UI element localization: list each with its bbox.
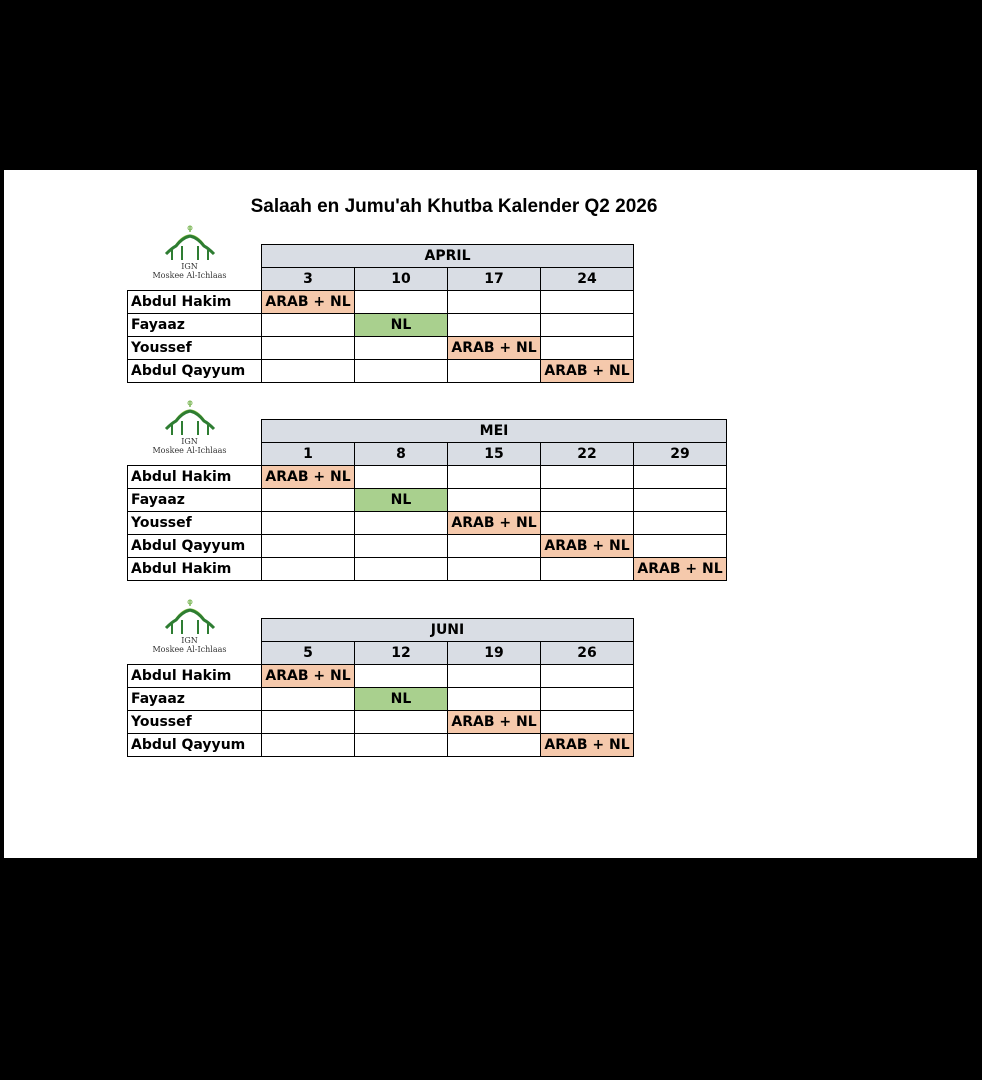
empty-cell [355, 734, 448, 757]
date-header: 5 [262, 642, 355, 665]
assignment-cell: NL [355, 688, 448, 711]
table-row [128, 489, 727, 512]
table-row [128, 291, 634, 314]
table-row [128, 665, 634, 688]
empty-cell [448, 558, 541, 581]
empty-cell [355, 466, 448, 489]
empty-cell [541, 688, 634, 711]
empty-cell [262, 688, 355, 711]
date-header: 22 [541, 443, 634, 466]
imam-name: Abdul Hakim [128, 466, 262, 489]
empty-cell [355, 558, 448, 581]
empty-cell [541, 558, 634, 581]
imam-name: Youssef [128, 512, 262, 535]
assignment-cell: NL [355, 489, 448, 512]
month-block-juni [127, 618, 634, 757]
logo [127, 399, 252, 459]
empty-cell [541, 512, 634, 535]
empty-cell [355, 535, 448, 558]
assignment-cell: NL [355, 314, 448, 337]
empty-cell [448, 314, 541, 337]
assignment-cell: ARAB + NL [634, 558, 727, 581]
empty-cell [262, 360, 355, 383]
empty-cell [541, 489, 634, 512]
logo [127, 598, 252, 658]
imam-name: Abdul Hakim [128, 665, 262, 688]
assignment-cell: ARAB + NL [262, 291, 355, 314]
mosque-logo-icon [162, 224, 218, 262]
imam-name: Fayaaz [128, 688, 262, 711]
empty-cell [541, 466, 634, 489]
imam-name: Abdul Qayyum [128, 734, 262, 757]
date-header: 26 [541, 642, 634, 665]
imam-name: Youssef [128, 711, 262, 734]
assignment-cell: ARAB + NL [262, 665, 355, 688]
empty-cell [262, 337, 355, 360]
table-row [128, 734, 634, 757]
date-header: 15 [448, 443, 541, 466]
table-row [128, 360, 634, 383]
table-row [128, 466, 727, 489]
empty-cell [634, 466, 727, 489]
empty-cell [262, 512, 355, 535]
empty-cell [634, 535, 727, 558]
assignment-cell: ARAB + NL [541, 535, 634, 558]
imam-name: Abdul Qayyum [128, 535, 262, 558]
empty-cell [448, 466, 541, 489]
assignment-cell: ARAB + NL [448, 711, 541, 734]
table-row [128, 314, 634, 337]
date-header: 17 [448, 268, 541, 291]
imam-name: Fayaaz [128, 314, 262, 337]
assignment-cell: ARAB + NL [541, 734, 634, 757]
imam-name: Abdul Hakim [128, 291, 262, 314]
date-header: 19 [448, 642, 541, 665]
empty-cell [634, 512, 727, 535]
table-row [128, 512, 727, 535]
logo [127, 224, 252, 284]
assignment-cell: ARAB + NL [262, 466, 355, 489]
empty-cell [541, 665, 634, 688]
empty-cell [355, 512, 448, 535]
empty-cell [448, 489, 541, 512]
empty-cell [262, 734, 355, 757]
logo-text-name: Moskee Al-Ichlaas [152, 645, 227, 654]
empty-cell [262, 489, 355, 512]
month-name: MEI [262, 420, 727, 443]
month-name: APRIL [262, 245, 634, 268]
empty-cell [448, 360, 541, 383]
empty-cell [262, 314, 355, 337]
empty-cell [448, 688, 541, 711]
table-row [128, 558, 727, 581]
date-header: 3 [262, 268, 355, 291]
month-block-april [127, 244, 634, 383]
mosque-logo-icon [162, 399, 218, 437]
empty-cell [262, 711, 355, 734]
table-row [128, 535, 727, 558]
imam-name: Abdul Hakim [128, 558, 262, 581]
imam-name: Fayaaz [128, 489, 262, 512]
empty-cell [355, 291, 448, 314]
mosque-logo-icon [162, 598, 218, 636]
month-block-mei [127, 419, 727, 581]
date-header: 10 [355, 268, 448, 291]
empty-cell [448, 665, 541, 688]
table-row [128, 711, 634, 734]
empty-cell [355, 665, 448, 688]
table-row [128, 688, 634, 711]
empty-cell [541, 711, 634, 734]
page-title: Salaah en Jumu'ah Khutba Kalender Q2 2026 [250, 196, 658, 217]
empty-cell [262, 535, 355, 558]
empty-cell [355, 360, 448, 383]
date-header: 12 [355, 642, 448, 665]
logo-text-name: Moskee Al-Ichlaas [152, 271, 227, 280]
month-name: JUNI [262, 619, 634, 642]
empty-cell [355, 337, 448, 360]
logo-text-ign: IGN [181, 437, 198, 446]
logo-text-name: Moskee Al-Ichlaas [152, 446, 227, 455]
empty-cell [448, 535, 541, 558]
date-header: 29 [634, 443, 727, 466]
assignment-cell: ARAB + NL [541, 360, 634, 383]
empty-cell [448, 734, 541, 757]
empty-cell [448, 291, 541, 314]
empty-cell [541, 337, 634, 360]
imam-name: Abdul Qayyum [128, 360, 262, 383]
date-header: 1 [262, 443, 355, 466]
logo-text-ign: IGN [181, 262, 198, 271]
empty-cell [541, 314, 634, 337]
assignment-cell: ARAB + NL [448, 337, 541, 360]
date-header: 24 [541, 268, 634, 291]
logo-text-ign: IGN [181, 636, 198, 645]
date-header: 8 [355, 443, 448, 466]
imam-name: Youssef [128, 337, 262, 360]
empty-cell [262, 558, 355, 581]
empty-cell [541, 291, 634, 314]
assignment-cell: ARAB + NL [448, 512, 541, 535]
table-row [128, 337, 634, 360]
empty-cell [355, 711, 448, 734]
sheet [4, 170, 977, 858]
empty-cell [634, 489, 727, 512]
